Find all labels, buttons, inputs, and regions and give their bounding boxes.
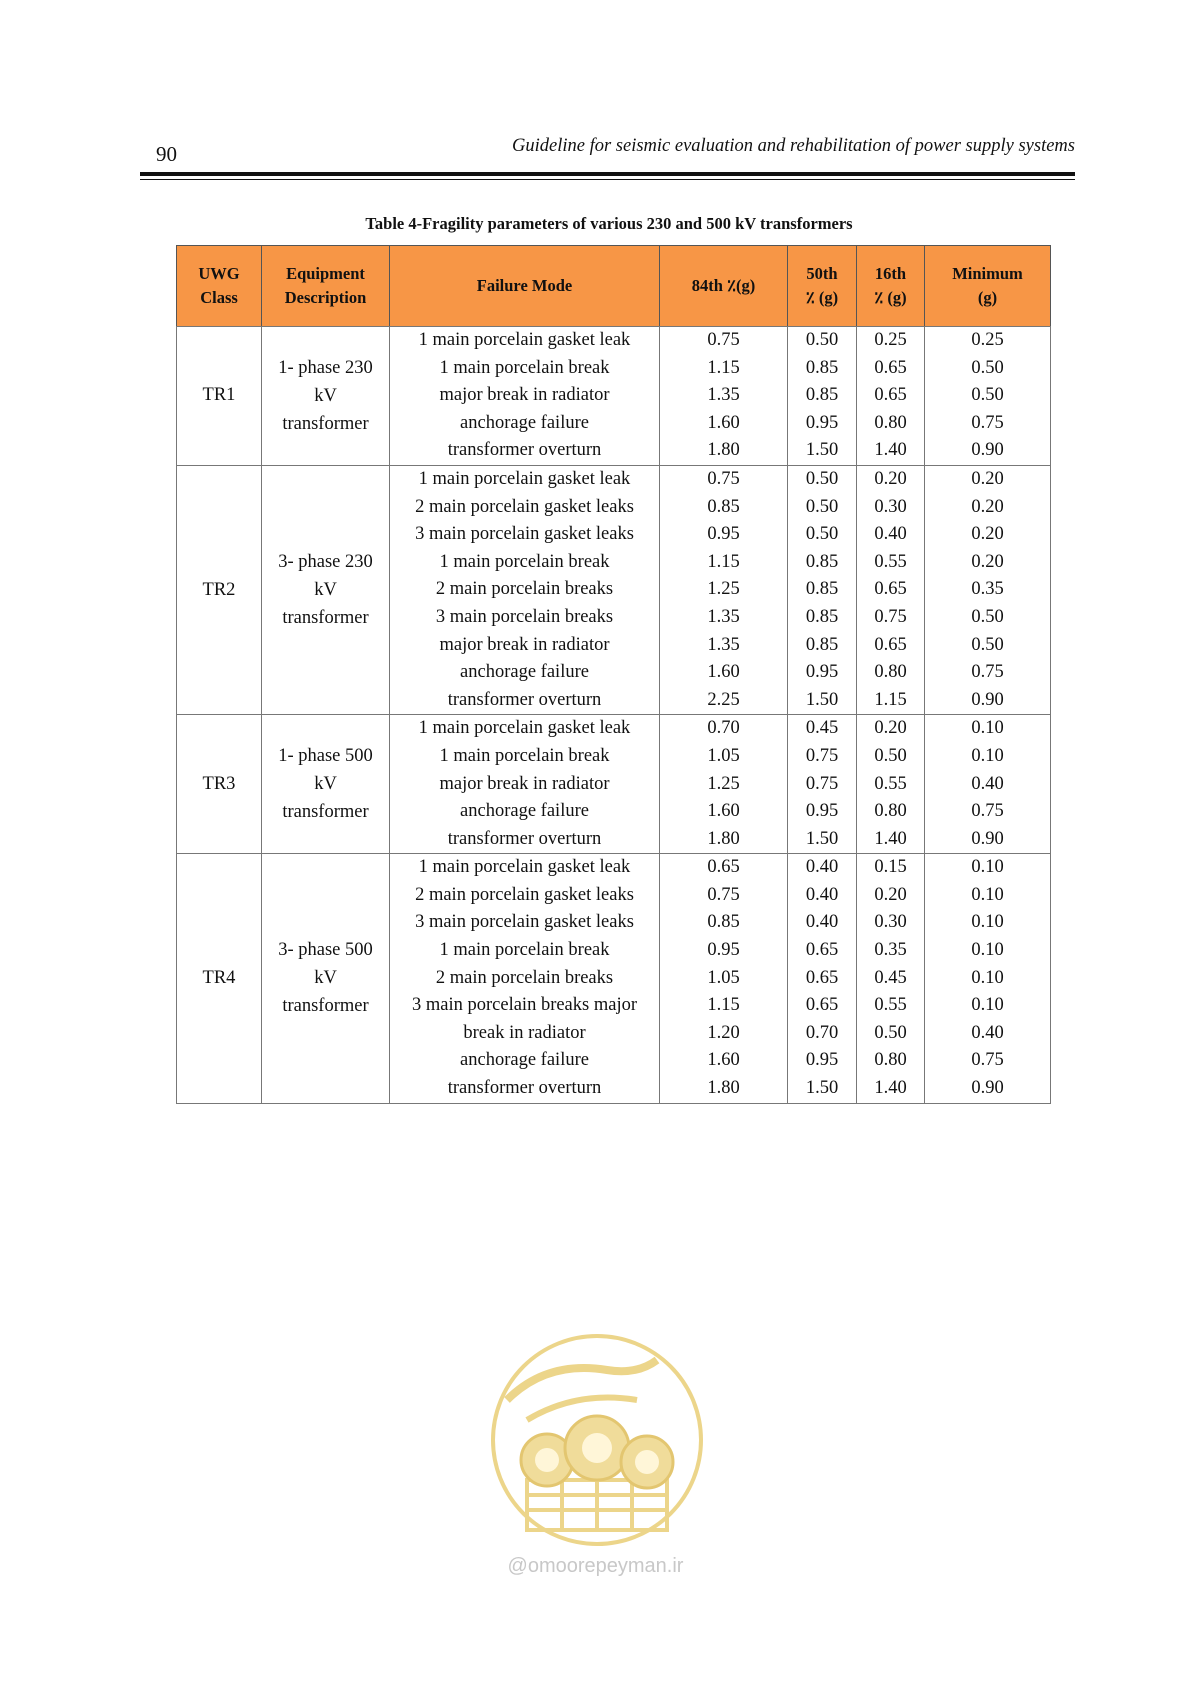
p16-value: 0.55 [874, 551, 907, 572]
p16-value: 0.80 [874, 412, 907, 433]
p16-value: 0.55 [874, 773, 907, 794]
equipment-description-cell [262, 715, 390, 854]
p84-value: 0.75 [707, 468, 740, 489]
table-group-tr4 [177, 854, 1051, 1103]
failure-mode: 1 main porcelain break [439, 940, 610, 961]
equipment-description-line: transformer [282, 413, 369, 434]
p84-value: 1.60 [707, 412, 740, 433]
equipment-description-cell [262, 854, 390, 1103]
equipment-description-line: transformer [282, 996, 369, 1017]
failure-mode: major break in radiator [439, 773, 610, 794]
page-number: 90 [156, 142, 177, 166]
minimum-value: 0.10 [971, 857, 1004, 878]
failure-mode: 1 main porcelain gasket leak [418, 857, 631, 878]
p84-value: 1.05 [707, 967, 740, 988]
equipment-description-cell [262, 465, 390, 714]
p16-value: 0.30 [874, 496, 907, 517]
failure-mode: 2 main porcelain breaks [435, 967, 614, 988]
col-header-equipment: Equipment Description [262, 246, 390, 327]
equipment-description-line: kV [314, 385, 337, 406]
minimum-value: 0.10 [971, 745, 1004, 766]
failure-mode-cell [390, 327, 660, 466]
minimum-value: 0.10 [971, 718, 1004, 739]
p84-value: 0.95 [707, 940, 740, 961]
failure-mode: anchorage failure [460, 801, 589, 822]
p84-value: 1.80 [707, 440, 740, 461]
minimum-value: 0.10 [971, 884, 1004, 905]
minimum-value: 0.25 [971, 330, 1004, 350]
failure-mode: transformer overturn [447, 1078, 602, 1099]
minimum-value: 0.50 [971, 634, 1004, 655]
p50-value: 1.50 [805, 440, 839, 461]
p84-value: 1.25 [707, 579, 740, 600]
uwg-class-cell: TR2 [177, 465, 262, 714]
p50-value: 0.50 [805, 330, 839, 350]
minimum-value-cell [925, 327, 1051, 466]
p50-value: 0.45 [805, 718, 839, 739]
uwg-class-cell: TR1 [177, 327, 262, 466]
p16-value: 0.80 [874, 801, 907, 822]
uwg-class-cell: TR3 [177, 715, 262, 854]
p84-value-cell [660, 854, 788, 1103]
table-group-tr3 [177, 715, 1051, 854]
p50-value: 1.50 [805, 689, 839, 710]
minimum-value: 0.10 [971, 995, 1004, 1016]
p50-value: 0.75 [805, 745, 839, 766]
failure-mode: transformer overturn [447, 828, 602, 849]
col-header-failure-mode: Failure Mode [390, 246, 660, 327]
col-header-50th: 50th ٪ (g) [788, 246, 857, 327]
p50-value: 0.40 [805, 912, 839, 933]
p84-value: 2.25 [707, 689, 740, 710]
col-header-minimum: Minimum (g) [925, 246, 1051, 327]
col-header-uwg-class: UWG Class [177, 246, 262, 327]
p50-value: 0.50 [805, 496, 839, 517]
uwg-class-cell: TR4 [177, 854, 262, 1103]
minimum-value: 0.10 [971, 912, 1004, 933]
p84-value: 1.60 [707, 662, 740, 683]
minimum-value: 0.50 [971, 357, 1004, 378]
p16-value: 0.20 [874, 718, 907, 739]
p50-value: 0.95 [805, 662, 839, 683]
minimum-value: 0.40 [971, 773, 1004, 794]
p50-value: 0.75 [805, 773, 839, 794]
table-row [177, 715, 1051, 854]
p84-value: 1.60 [707, 1050, 740, 1071]
p16-value-cell [857, 854, 925, 1103]
equipment-description-line: 3- phase 230 [278, 552, 373, 573]
p84-value: 1.35 [707, 385, 740, 406]
p50-value: 1.50 [805, 1078, 839, 1099]
p16-value: 0.40 [874, 524, 907, 545]
watermark-logo-icon [487, 1330, 707, 1550]
p84-value: 1.60 [707, 801, 740, 822]
p50-value: 0.40 [805, 884, 839, 905]
p50-value: 0.50 [805, 524, 839, 545]
p16-value: 0.45 [874, 967, 907, 988]
failure-mode: 2 main porcelain breaks [435, 579, 614, 600]
table-group-tr1 [177, 327, 1051, 466]
p84-value: 0.95 [707, 524, 740, 545]
p16-value: 0.20 [874, 468, 907, 489]
table-group-tr2 [177, 465, 1051, 714]
failure-mode: 1 main porcelain gasket leak [418, 468, 631, 489]
header-rule-thin [140, 179, 1075, 180]
failure-mode: 1 main porcelain break [439, 357, 610, 378]
watermark-url: @omoorepeyman.ir [507, 1555, 684, 1577]
p16-value: 0.80 [874, 662, 907, 683]
header-rule-thick [140, 172, 1075, 176]
p84-value: 1.15 [707, 551, 740, 572]
p50-value: 0.95 [805, 801, 839, 822]
minimum-value: 0.50 [971, 385, 1004, 406]
failure-mode: major break in radiator [439, 385, 610, 406]
p50-value: 0.85 [805, 385, 839, 406]
minimum-value: 0.10 [971, 967, 1004, 988]
equipment-description-line: 1- phase 230 [278, 357, 373, 378]
p16-value: 0.50 [874, 1022, 907, 1043]
minimum-value: 0.10 [971, 940, 1004, 961]
running-header: Guideline for seismic evaluation and rehabilitation of power supply systems [512, 136, 1075, 156]
p84-value: 1.80 [707, 828, 740, 849]
p16-value: 1.40 [874, 828, 907, 849]
p84-value: 1.35 [707, 634, 740, 655]
p84-value-cell [660, 465, 788, 714]
failure-mode: 1 main porcelain break [439, 745, 610, 766]
p16-value: 0.65 [874, 579, 907, 600]
failure-mode: transformer overturn [447, 440, 602, 461]
p84-value: 0.75 [707, 330, 740, 350]
minimum-value: 0.90 [971, 828, 1004, 849]
table-caption: Table 4-Fragility parameters of various 230 and 500 kV transformers [365, 214, 853, 233]
failure-mode: anchorage failure [460, 1050, 589, 1071]
failure-mode: 3 main porcelain breaks major [412, 995, 637, 1016]
failure-mode-cell [390, 715, 660, 854]
p84-value: 1.20 [707, 1022, 740, 1043]
p16-value: 1.40 [874, 440, 907, 461]
minimum-value: 0.40 [971, 1022, 1004, 1043]
equipment-description-line: transformer [282, 802, 369, 823]
p16-value: 1.40 [874, 1078, 907, 1099]
failure-mode: 2 main porcelain gasket leaks [415, 496, 634, 517]
p50-value: 0.85 [805, 579, 839, 600]
table-row [177, 854, 1051, 1103]
p16-value: 1.15 [874, 689, 907, 710]
table-row [177, 327, 1051, 466]
failure-mode: 3 main porcelain gasket leaks [415, 912, 634, 933]
p50-value-cell [788, 854, 857, 1103]
p50-value: 0.95 [805, 1050, 839, 1071]
equipment-description-line: transformer [282, 608, 369, 629]
p84-value: 1.15 [707, 357, 740, 378]
minimum-value-cell [925, 465, 1051, 714]
minimum-value: 0.50 [971, 606, 1004, 627]
minimum-value: 0.75 [971, 412, 1004, 433]
p84-value: 0.65 [707, 857, 740, 878]
minimum-value: 0.20 [971, 496, 1004, 517]
minimum-value: 0.90 [971, 689, 1004, 710]
minimum-value-cell [925, 715, 1051, 854]
p50-value: 0.50 [805, 468, 839, 489]
minimum-value: 0.75 [971, 1050, 1004, 1071]
minimum-value: 0.75 [971, 662, 1004, 683]
p50-value-cell [788, 715, 857, 854]
equipment-description-line: kV [314, 774, 337, 795]
minimum-value: 0.20 [971, 468, 1004, 489]
failure-mode: break in radiator [463, 1022, 586, 1043]
failure-mode: major break in radiator [439, 634, 610, 655]
table-header-row [177, 246, 1051, 327]
failure-mode: 2 main porcelain gasket leaks [415, 884, 634, 905]
failure-mode: 1 main porcelain gasket leak [418, 718, 631, 739]
equipment-description-line: 1- phase 500 [278, 746, 373, 767]
p50-value: 0.65 [805, 940, 839, 961]
failure-mode: 1 main porcelain gasket leak [418, 330, 631, 350]
p50-value: 0.85 [805, 606, 839, 627]
p50-value: 0.85 [805, 551, 839, 572]
p50-value: 0.65 [805, 995, 839, 1016]
p50-value: 0.95 [805, 412, 839, 433]
p84-value: 1.15 [707, 995, 740, 1016]
p84-value: 1.05 [707, 745, 740, 766]
p16-value: 0.30 [874, 912, 907, 933]
failure-mode: anchorage failure [460, 662, 589, 683]
p16-value: 0.65 [874, 385, 907, 406]
equipment-description-line: kV [314, 968, 337, 989]
p84-value: 0.85 [707, 496, 740, 517]
p16-value: 0.20 [874, 884, 907, 905]
fragility-table [176, 245, 1051, 1104]
p16-value: 0.55 [874, 995, 907, 1016]
p16-value-cell [857, 465, 925, 714]
failure-mode: 3 main porcelain gasket leaks [415, 524, 634, 545]
p16-value: 0.35 [874, 940, 907, 961]
p50-value: 1.50 [805, 828, 839, 849]
p16-value: 0.50 [874, 745, 907, 766]
p84-value: 0.75 [707, 884, 740, 905]
p84-value: 0.70 [707, 718, 740, 739]
equipment-description-line: kV [314, 580, 337, 601]
p16-value: 0.25 [874, 330, 907, 350]
failure-mode: 1 main porcelain break [439, 551, 610, 572]
minimum-value: 0.75 [971, 801, 1004, 822]
p84-value-cell [660, 327, 788, 466]
p16-value: 0.80 [874, 1050, 907, 1071]
table-row [177, 465, 1051, 714]
minimum-value: 0.20 [971, 551, 1004, 572]
failure-mode: 3 main porcelain breaks [435, 606, 614, 627]
col-header-16th: 16th ٪ (g) [857, 246, 925, 327]
p16-value-cell [857, 327, 925, 466]
minimum-value: 0.20 [971, 524, 1004, 545]
minimum-value: 0.90 [971, 1078, 1004, 1099]
p16-value: 0.65 [874, 634, 907, 655]
p50-value: 0.85 [805, 634, 839, 655]
minimum-value-cell [925, 854, 1051, 1103]
p50-value: 0.65 [805, 967, 839, 988]
equipment-description-cell [262, 327, 390, 466]
p50-value-cell [788, 465, 857, 714]
p16-value: 0.65 [874, 357, 907, 378]
failure-mode: transformer overturn [447, 689, 602, 710]
p16-value: 0.75 [874, 606, 907, 627]
minimum-value: 0.90 [971, 440, 1004, 461]
equipment-description-line: 3- phase 500 [278, 940, 373, 961]
p84-value: 1.35 [707, 606, 740, 627]
failure-mode-cell [390, 854, 660, 1103]
p84-value: 1.80 [707, 1078, 740, 1099]
failure-mode: anchorage failure [460, 412, 589, 433]
p84-value: 0.85 [707, 912, 740, 933]
minimum-value: 0.35 [971, 579, 1004, 600]
p84-value: 1.25 [707, 773, 740, 794]
p16-value: 0.15 [874, 857, 907, 878]
p50-value: 0.40 [805, 857, 839, 878]
p50-value: 0.70 [805, 1022, 839, 1043]
p84-value-cell [660, 715, 788, 854]
col-header-84th: 84th ٪(g) [660, 246, 788, 327]
failure-mode-cell [390, 465, 660, 714]
p16-value-cell [857, 715, 925, 854]
p50-value-cell [788, 327, 857, 466]
p50-value: 0.85 [805, 357, 839, 378]
